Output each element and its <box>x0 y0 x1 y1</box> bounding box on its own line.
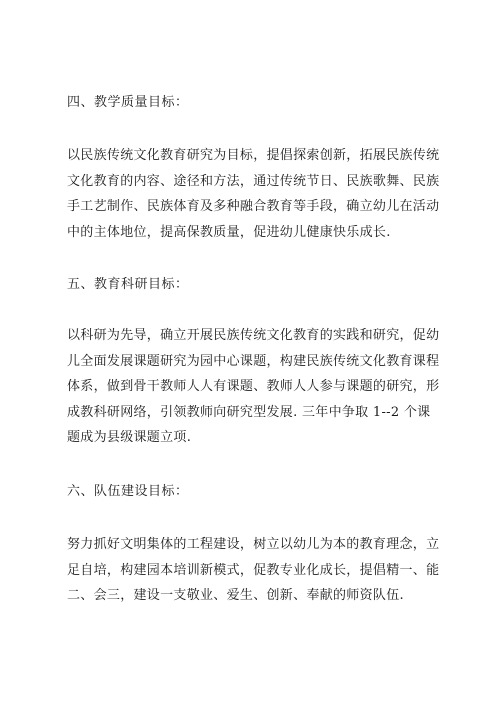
section-body-team-building <box>67 532 439 609</box>
paragraph-line: 儿全面发展课题研究为园中心课题，构建民族传统文化教育课程 <box>67 353 440 369</box>
paragraph-line: 体系，做到骨干教师人人有课题、教师人人参与课题的研究，形 <box>67 379 440 394</box>
paragraph-line: 手工艺制作、民族体育及多种融合教育等手段，确立幼儿在活动 <box>67 199 440 214</box>
paragraph-line: 努力抓好文明集体的工程建设，树立以幼儿为本的教育理念，立 <box>67 537 440 552</box>
section-heading-teaching-quality: 四、教学质量目标： <box>67 95 189 110</box>
paragraph-line: 以民族传统文化教育研究为目标，提倡探索创新，拓展民族传统 <box>67 148 440 163</box>
paragraph-line: 二、会三，建设一支敬业、爱生、创新、奉献的师资队伍. <box>67 588 404 603</box>
section-heading-team-building: 六、队伍建设目标： <box>67 484 189 499</box>
section-body-teaching-quality <box>67 143 439 245</box>
section-body-research <box>67 323 439 451</box>
paragraph-line: 文化教育的内容、途径和方法，通过传统节日、民族歌舞、民族 <box>67 173 440 189</box>
paragraph-line: 成教科研网络，引领教师向研究型发展. 三年中争取 1--2 个课 <box>67 404 431 420</box>
paragraph-line: 题成为县级课题立项. <box>67 430 192 445</box>
paragraph-line: 以科研为先导，确立开展民族传统文化教育的实践和研究，促幼 <box>67 328 440 343</box>
section-heading-research: 五、教育科研目标： <box>67 277 189 292</box>
paragraph-line: 足自培，构建园本培训新模式，促教专业化成长，提倡精一、能 <box>67 562 440 578</box>
paragraph-line: 中的主体地位，提高保教质量，促进幼儿健康快乐成长. <box>67 224 391 240</box>
